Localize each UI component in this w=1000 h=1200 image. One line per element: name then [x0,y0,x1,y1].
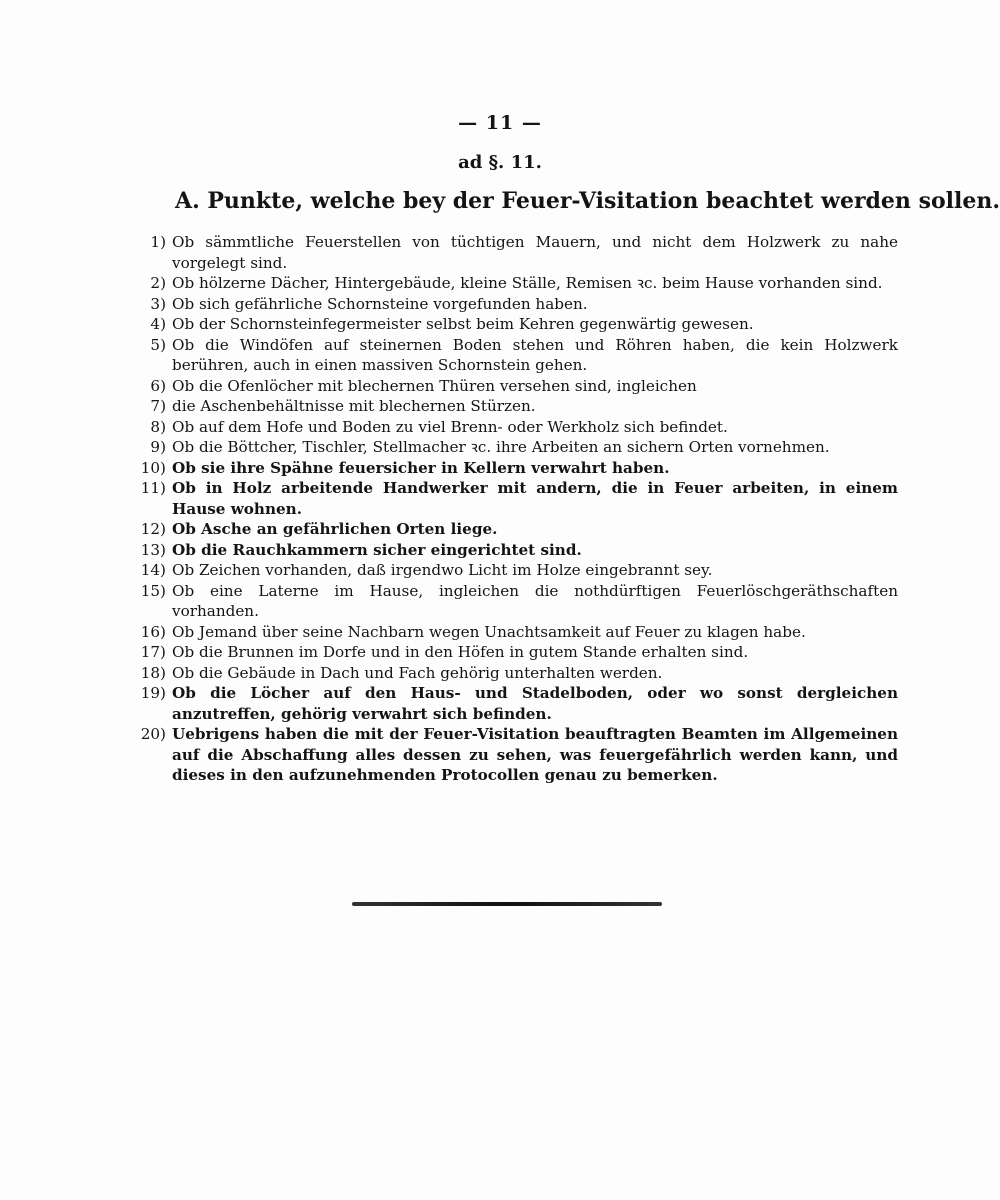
list-item [128,335,898,376]
item-text: die Aschenbehältnisse mit blechernen Stürzen. [172,397,536,415]
item-number: 4) [150,315,166,333]
item-text: Ob die Rauchkammern sicher eingerichtet sind. [172,540,582,559]
list-item [128,478,898,519]
item-number: 15) [140,581,166,600]
item-number: 9) [150,438,166,456]
list-item [128,314,898,335]
closing-rule [352,902,662,906]
item-number: 11) [140,479,166,497]
item-number: 1) [150,233,166,251]
item-number: 10) [140,458,166,477]
item-text: Ob in Holz arbeitende Handwerker mit andern, die in Feuer arbeiten, in einem Hause wohnen. [172,479,898,518]
item-text: Ob Jemand über seine Nachbarn wegen Unachtsamkeit auf Feuer zu klagen habe. [172,622,806,641]
item-text: Ob Zeichen vorhanden, daß irgendwo Licht im Holze eingebrannt sey. [172,561,713,579]
item-text: Ob sämmtliche Feuerstellen von tüchtigen Mauern, und nicht dem Holzwerk zu nahe vorgelegt sind. [172,233,898,272]
item-text: Ob sie ihre Spähne feuersicher in Kellern verwahrt haben. [172,458,670,477]
item-text: Ob eine Laterne im Hause, ingleichen die nothdürftigen Feuerlöschgeräthschaften vorhanden. [172,581,898,620]
list-item [128,642,898,663]
item-number: 8) [150,417,166,436]
list-item [128,724,898,786]
item-number: 18) [140,663,166,682]
section-heading: A. Punkte, welche bey der Feuer-Visitation beachtet werden sollen. [175,188,1000,214]
item-text: Ob der Schornsteinfegermeister selbst beim Kehren gegenwärtig gewesen. [172,315,754,333]
page-number: — 11 — [458,112,542,134]
item-number: 12) [140,520,166,538]
list-item [128,540,898,561]
item-number: 5) [150,335,166,354]
list-item [128,294,898,315]
list-item [128,581,898,622]
list-item [128,458,898,479]
section-reference: ad §. 11. [458,152,542,173]
list-item [128,376,898,397]
item-number: 16) [140,622,166,641]
item-text: Ob die Löcher auf den Haus- und Stadelboden, oder wo sonst dergleichen anzutreffen, gehörig verwahrt sich befinden. [172,684,898,723]
list-item [128,232,898,273]
item-number: 17) [140,643,166,661]
item-number: 7) [150,397,166,415]
item-number: 20) [140,725,166,743]
item-number: 19) [140,684,166,702]
list-item [128,622,898,643]
list-item [128,273,898,294]
item-text: Ob die Gebäude in Dach und Fach gehörig unterhalten werden. [172,663,663,682]
item-number: 14) [140,561,166,579]
item-text: Ob die Böttcher, Tischler, Stellmacher ꝛc. ihre Arbeiten an sichern Orten vornehmen. [172,438,830,456]
item-text: Ob auf dem Hofe und Boden zu viel Brenn- oder Werkholz sich befindet. [172,417,728,436]
item-number: 3) [150,294,166,313]
list-item [128,560,898,581]
item-number: 2) [150,274,166,292]
item-text: Uebrigens haben die mit der Feuer-Visitation beauftragten Beamten im Allgemeinen auf die Abschaffung alles dessen zu sehen, was feuergefährlich werden kann, und dieses in den aufzunehmenden Protocollen genau zu bemerken. [172,725,898,784]
item-text: Ob die Windöfen auf steinernen Boden stehen und Röhren haben, die kein Holzwerk berühren, auch in einen massiven Schornstein gehen. [172,335,898,374]
item-number: 6) [150,376,166,395]
item-text: Ob sich gefährliche Schornsteine vorgefunden haben. [172,294,588,313]
list-item [128,417,898,438]
item-text: Ob Asche an gefährlichen Orten liege. [172,520,498,538]
item-text: Ob hölzerne Dächer, Hintergebäude, kleine Ställe, Remisen ꝛc. beim Hause vorhanden sind. [172,274,883,292]
item-number: 13) [140,540,166,559]
item-text: Ob die Brunnen im Dorfe und in den Höfen in gutem Stande erhalten sind. [172,643,749,661]
list-item [128,437,898,458]
list-item [128,519,898,540]
list-item [128,683,898,724]
list-item [128,396,898,417]
item-text: Ob die Ofenlöcher mit blechernen Thüren versehen sind, ingleichen [172,376,697,395]
list-item [128,663,898,684]
checklist [128,232,898,786]
